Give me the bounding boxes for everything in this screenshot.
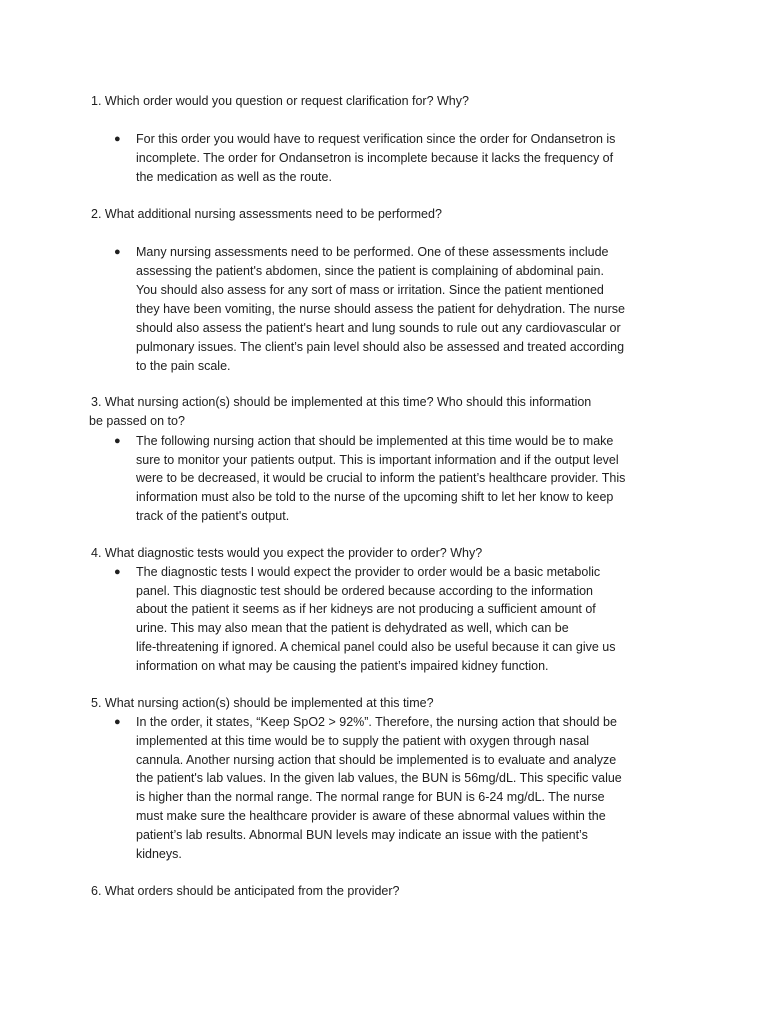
bullet-1: ● [114, 133, 121, 145]
answer-5-line-3: cannula. Another nursing action that should be implemented is to evaluate and analyze [136, 753, 617, 767]
answer-5-line-2: implemented at this time would be to supply the patient with oxygen through nasal [136, 734, 590, 748]
answer-2-line-5: should also assess the patient's heart and lung sounds to rule out any cardiovascular or [136, 321, 621, 335]
question-2: 2. What additional nursing assessments need to be performed? [91, 207, 442, 221]
answer-1-line-3: the medication as well as the route. [136, 170, 332, 184]
answer-3-line-4: information must also be told to the nurse of the upcoming shift to let her know to keep [136, 490, 614, 504]
answer-5-line-6: must make sure the healthcare provider is aware of these abnormal values within the [136, 809, 606, 823]
answer-4-line-6: information on what may be causing the patient’s impaired kidney function. [136, 659, 549, 673]
question-4: 4. What diagnostic tests would you expect the provider to order? Why? [91, 546, 483, 560]
answer-3-line-3: were to be decreased, it would be crucial to inform the patient’s healthcare provider. This [136, 471, 626, 485]
bullet-2: ● [114, 246, 121, 258]
answer-1-line-1: For this order you would have to request verification since the order for Ondansetron is [136, 132, 616, 146]
answer-4-line-2: panel. This diagnostic test should be ordered because according to the information [136, 584, 594, 598]
answer-2-line-6: pulmonary issues. The client’s pain level should also be assessed and treated according [136, 340, 625, 354]
bullet-5: ● [114, 716, 121, 728]
bullet-3: ● [114, 435, 121, 447]
answer-5-line-4: the patient's lab values. In the given lab values, the BUN is 56mg/dL. This specific value [136, 771, 622, 785]
bullet-4: ● [114, 566, 121, 578]
answer-2-line-2: assessing the patient's abdomen, since the patient is complaining of abdominal pain. [136, 264, 604, 278]
answer-4-line-4: urine. This may also mean that the patient is dehydrated as well, which can be [136, 621, 569, 635]
answer-3-line-1: The following nursing action that should be implemented at this time would be to make [136, 434, 614, 448]
answer-2-line-1: Many nursing assessments need to be performed. One of these assessments include [136, 245, 609, 259]
question-3: 3. What nursing action(s) should be implemented at this time? Who should this information [91, 395, 592, 409]
answer-4-line-5: life-threatening if ignored. A chemical panel could also be useful because it can give us [136, 640, 616, 654]
answer-1-line-2: incomplete. The order for Ondansetron is incomplete because it lacks the frequency of [136, 151, 614, 165]
answer-5-line-5: is higher than the normal range. The normal range for BUN is 6-24 mg/dL. The nurse [136, 790, 605, 804]
question-1: 1. Which order would you question or request clarification for? Why? [91, 94, 469, 108]
answer-2-line-7: to the pain scale. [136, 359, 231, 373]
answer-5-line-1: In the order, it states, “Keep SpO2 > 92%”. Therefore, the nursing action that should be [136, 715, 617, 729]
answer-3-line-2: sure to monitor your patients output. This is important information and if the output level [136, 453, 619, 467]
answer-2-line-4: they have been vomiting, the nurse should assess the patient for dehydration. The nurse [136, 302, 625, 316]
question-6: 6. What orders should be anticipated from the provider? [91, 884, 400, 898]
question-5: 5. What nursing action(s) should be implemented at this time? [91, 696, 434, 710]
answer-2-line-3: You should also assess for any sort of mass or irritation. Since the patient mentioned [136, 283, 604, 297]
question-3-continued: be passed on to? [89, 414, 185, 428]
answer-5-line-8: kidneys. [136, 847, 182, 861]
answer-5-line-7: patient’s lab results. Abnormal BUN levels may indicate an issue with the patient’s [136, 828, 588, 842]
answer-3-line-5: track of the patient's output. [136, 509, 290, 523]
answer-4-line-1: The diagnostic tests I would expect the provider to order would be a basic metabolic [136, 565, 601, 579]
answer-4-line-3: about the patient it seems as if her kidneys are not producing a sufficient amount of [136, 602, 596, 616]
